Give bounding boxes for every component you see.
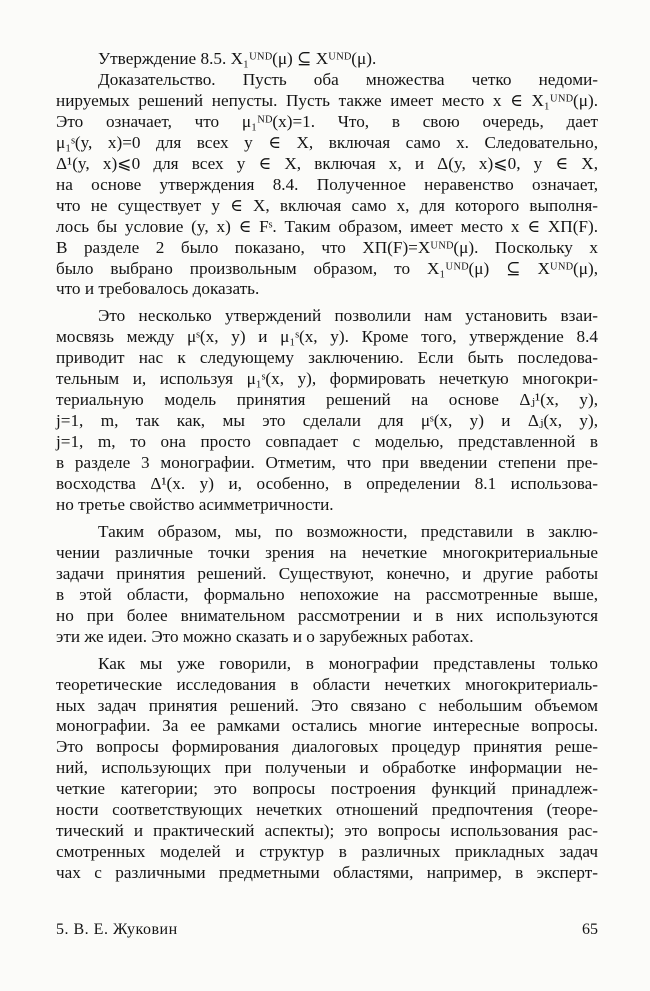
- text-line: тический и практический аспекты); это вопросы использования рас-: [56, 821, 598, 841]
- text-line: Доказательство. Пусть оба множества четко недоми-: [98, 69, 598, 89]
- text-line: монографии. За ее рамками остались многие интересные вопросы.: [56, 716, 598, 736]
- text-line: но третье свойство асимметричности.: [56, 494, 334, 514]
- text-line: лось бы условие (y, x) ∈ Fˢ. Таким образом, имеет место x ∈ XΠ(F).: [56, 216, 598, 236]
- text-line: теоретические исследования в области нечетких многокритериаль-: [56, 674, 598, 694]
- text-line: на основе утверждения 8.4. Полученное неравенство означает,: [56, 174, 598, 194]
- text-line: Δ¹(y, x)⩽0 для всех y ∈ X, включая x, и Δ(y, x)⩽0, y ∈ X,: [56, 153, 598, 173]
- text-line: ных задач принятия решений. Это связано с небольшим объемом: [56, 695, 598, 715]
- text-line: задачи принятия решений. Существуют, конечно, и другие работы: [56, 563, 598, 583]
- text-line: ний, использующих при полученыи и обработке информации не-: [56, 758, 598, 778]
- text-line: что не существует y ∈ X, включая само x, для которого выполня-: [56, 195, 598, 215]
- text-line: j=1, m, так как, мы это сделали для μˢ(x, y) и Δⱼ(x, y),: [56, 411, 598, 431]
- text-line: j=1, m, то она просто совпадает с моделью, представленной в: [56, 432, 598, 452]
- signature-mark: 5. В. Е. Жуковин: [56, 921, 178, 938]
- text-line: восходства Δ¹(x. y) и, особенно, в определении 8.1 использова-: [56, 474, 598, 493]
- text-line: В разделе 2 было показано, что XΠ(F)=Xᵁᴺᴰ(μ). Поскольку x: [56, 237, 598, 257]
- page-number: 65: [582, 921, 598, 938]
- text-line: чении различные точки зрения на нечеткие многокритериальные: [56, 542, 598, 562]
- text-line: Как мы уже говорили, в монографии представлены только: [98, 653, 598, 673]
- text-line: но при более внимательном рассмотрении и в них используются: [56, 605, 598, 625]
- text-line: Это означает, что μ₁ᴺᴰ(x)=1. Что, в свою очередь, дает: [56, 111, 598, 131]
- text-line: тельным и, используя μ₁ˢ(x, y), формировать нечеткую многокри-: [56, 369, 598, 389]
- text-line: в этой области, формально непохожие на рассмотренные выше,: [56, 584, 598, 604]
- text-line: эти же идеи. Это можно сказать и о зарубежных работах.: [56, 626, 474, 646]
- text-line: приводит нас к следующему заключению. Если быть последова-: [56, 348, 598, 368]
- text-line: в разделе 3 монографии. Отметим, что при введении степени пре-: [56, 453, 598, 473]
- text-line: смотренных моделей и структур в различных прикладных задач: [56, 842, 598, 862]
- text-line: Это несколько утверждений позволили нам установить взаи-: [98, 306, 598, 326]
- text-line: мосвязь между μˢ(x, y) и μ₁ˢ(x, y). Кроме того, утверждение 8.4: [56, 327, 598, 347]
- text-line: териальную модель принятия решений на основе Δⱼ¹(x, y),: [56, 390, 598, 410]
- text-line: Таким образом, мы, по возможности, представили в заклю-: [98, 521, 598, 541]
- text-line: четкие категории; это вопросы построения функций принадлеж-: [56, 779, 598, 799]
- text-line: нируемых решений непусты. Пусть также имеет место x ∈ X₁ᵁᴺᴰ(μ).: [56, 90, 598, 110]
- text-line: что и требовалось доказать.: [56, 279, 260, 299]
- text-line: ности соответствующих нечетких отношений предпочтения (теоре-: [56, 800, 598, 820]
- text-line: было выбрано произвольным образом, то X₁ᵁᴺᴰ(μ) ⊆ Xᵁᴺᴰ(μ),: [56, 258, 598, 278]
- text-line: чах с различными предметными областями, например, в эксперт-: [56, 863, 598, 883]
- text-line: Это вопросы формирования диалоговых процедур принятия реше-: [56, 737, 598, 757]
- text-line: Утверждение 8.5. X₁ᵁᴺᴰ(μ) ⊆ Xᵁᴺᴰ(μ).: [98, 49, 377, 68]
- text-line: μ₁ˢ(y, x)=0 для всех y ∈ X, включая само x. Следовательно,: [56, 132, 598, 152]
